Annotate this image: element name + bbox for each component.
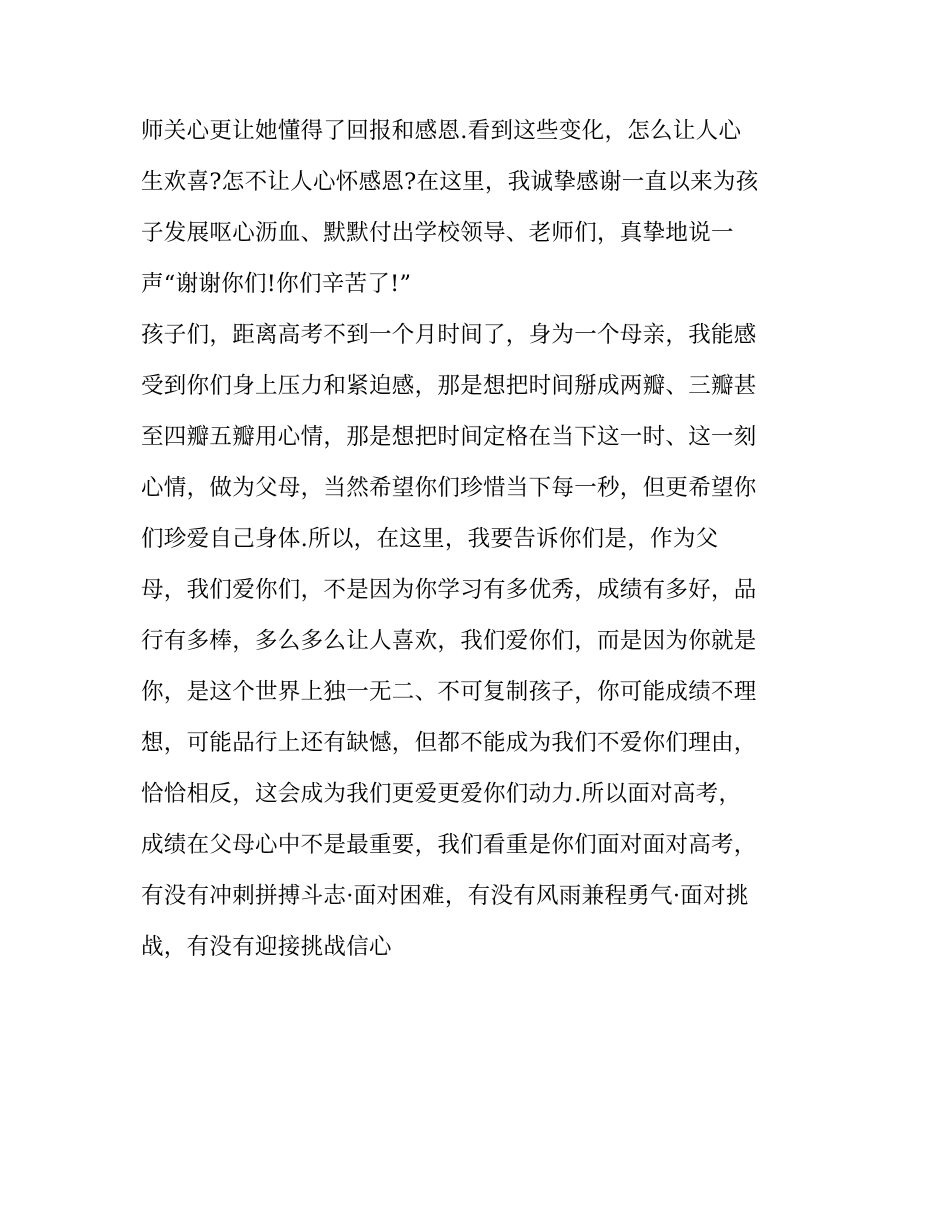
text-line: 有没有冲刺拼搏斗志·面对困难，有没有风雨兼程勇气·面对挑 xyxy=(141,883,749,909)
text-line: 孩子们，距离高考不到一个月时间了，身为一个母亲，我能感 xyxy=(141,322,757,348)
text-line: 战，有没有迎接挑战信心 xyxy=(141,934,392,960)
body-text xyxy=(141,106,821,973)
text-line: 恰恰相反，这会成为我们更爱更爱你们动力.所以面对高考， xyxy=(141,781,742,807)
text-line: 你，是这个世界上独一无二、不可复制孩子，你可能成绩不理 xyxy=(141,679,757,705)
text-line: 师关心更让她懂得了回报和感恩.看到这些变化，怎么让人心 xyxy=(141,118,742,144)
text-line: 成绩在父母心中不是最重要，我们看重是你们面对面对高考， xyxy=(141,832,757,858)
text-line: 行有多棒，多么多么让人喜欢，我们爱你们，而是因为你就是 xyxy=(141,628,757,654)
text-line: 母，我们爱你们，不是因为你学习有多优秀，成绩有多好，品 xyxy=(141,577,757,603)
text-line: 们珍爱自己身体.所以，在这里，我要告诉你们是，作为父 xyxy=(141,526,719,552)
text-line: 心情，做为父母，当然希望你们珍惜当下每一秒，但更希望你 xyxy=(141,475,757,501)
text-line: 受到你们身上压力和紧迫感，那是想把时间掰成两瓣、三瓣甚 xyxy=(141,373,757,399)
text-line: 至四瓣五瓣用心情，那是想把时间定格在当下这一时、这一刻 xyxy=(141,424,757,450)
text-line: 子发展呕心沥血、默默付出学校领导、老师们，真挚地说一 xyxy=(141,220,734,246)
text-line: 生欢喜?怎不让人心怀感恩?在这里，我诚挚感谢一直以来为孩 xyxy=(141,169,759,195)
text-line: 声“谢谢你们!你们辛苦了!” xyxy=(141,271,412,297)
text-line: 想，可能品行上还有缺憾，但都不能成为我们不爱你们理由， xyxy=(141,730,757,756)
